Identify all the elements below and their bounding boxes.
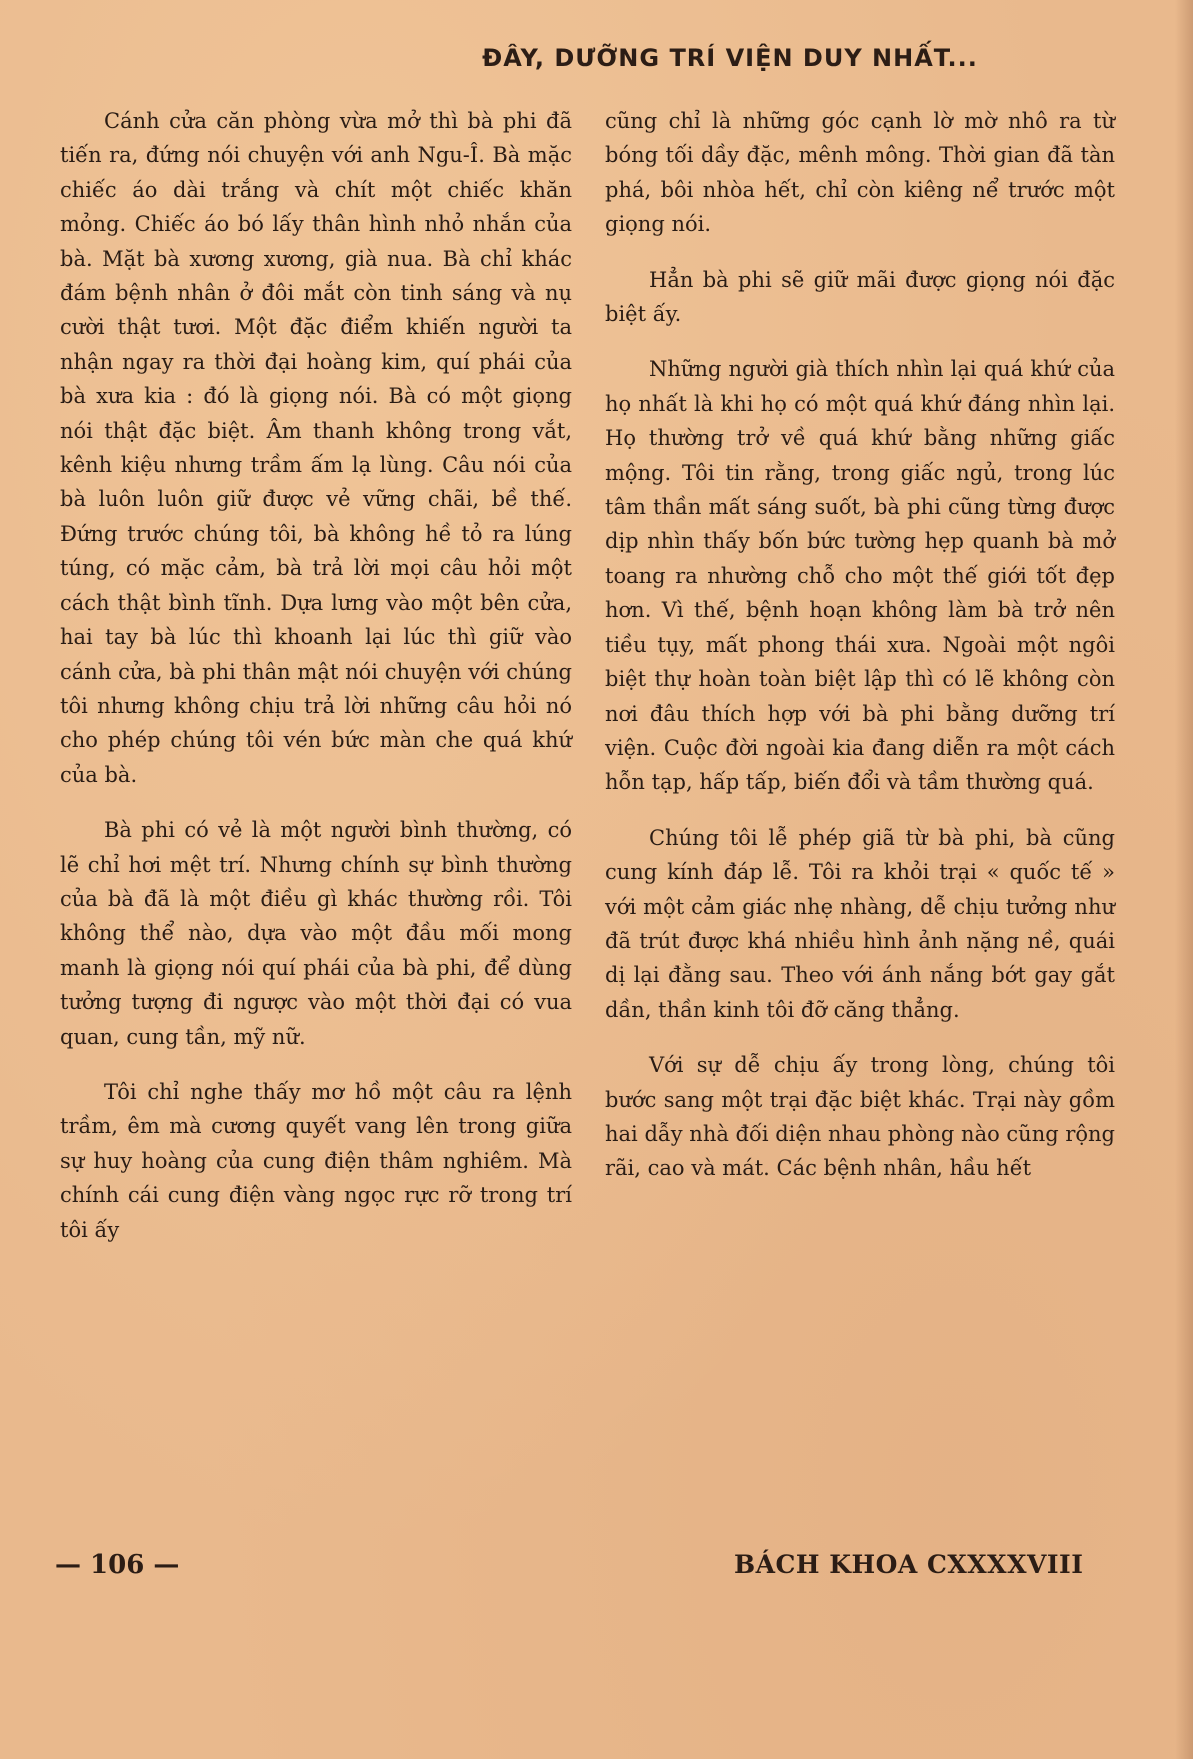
right-column	[605, 104, 1115, 1207]
page-number: — 106 —	[55, 1550, 180, 1580]
paragraph: Hẳn bà phi sẽ giữ mãi được giọng nói đặc biệt ấy.	[605, 267, 1115, 327]
journal-footer: BÁCH KHOA CXXXXVIII	[734, 1550, 1084, 1579]
running-title: ĐÂY, DƯỠNG TRÍ VIỆN DUY NHẤT...	[482, 44, 978, 72]
paragraph: Với sự dễ chịu ấy trong lòng, chúng tôi bước sang một trại đặc biệt khác. Trại này gồm hai dẫy nhà đối diện nhau phòng nào cũng rộng rãi, cao và mát. Các bệnh nhân, hầu hết	[605, 1053, 1115, 1181]
paragraph: Những người già thích nhìn lại quá khứ của họ nhất là khi họ có một quá khứ đáng nhìn lại. Họ thường trở về quá khứ bằng những giấc mộng. Tôi tin rằng, trong giấc ngủ, trong lúc tâm thần mất sáng suốt, bà phi cũng từng được dịp nhìn thấy bốn bức tường hẹp quanh bà mở toang ra nhường chỗ cho một thế giới tốt đẹp hơn. Vì thế, bệnh hoạn không làm bà trở nên tiều tụy, mất phong thái xưa. Ngoài một ngôi biệt thự hoàn toàn biệt lập thì có lẽ không còn nơi đâu thích hợp với bà phi bằng dưỡng trí viện. Cuộc đời ngoài kia đang diễn ra một cách hỗn tạp, hấp tấp, biến đổi và tầm thường quá.	[605, 357, 1115, 795]
paragraph-continuation: cũng chỉ là những góc cạnh lờ mờ nhô ra từ bóng tối dầy đặc, mênh mông. Thời gian đã tàn phá, bôi nhòa hết, chỉ còn kiêng nể trước một giọng nói.	[605, 109, 1115, 237]
left-column	[60, 104, 572, 1268]
paragraph: Chúng tôi lễ phép giã từ bà phi, bà cũng cung kính đáp lễ. Tôi ra khỏi trại « quốc tế » với một cảm giác nhẹ nhàng, dễ chịu tưởng như đã trút được khá nhiều hình ảnh nặng nề, quái dị lại đằng sau. Theo với ánh nắng bớt gay gắt dần, thần kinh tôi đỡ căng thẳng.	[605, 825, 1115, 1022]
page-spine-shadow	[1175, 0, 1193, 1759]
paragraph: Tôi chỉ nghe thấy mơ hồ một câu ra lệnh trầm, êm mà cương quyết vang lên trong giữa sự huy hoàng của cung điện thâm nghiêm. Mà chính cái cung điện vàng ngọc rực rỡ trong trí tôi ấy	[60, 1079, 572, 1242]
paragraph: Cánh cửa căn phòng vừa mở thì bà phi đã tiến ra, đứng nói chuyện với anh Ngu-Î. Bà mặc chiếc áo dài trắng và chít một chiếc khăn mỏng. Chiếc áo bó lấy thân hình nhỏ nhắn của bà. Mặt bà xương xương, già nua. Bà chỉ khác đám bệnh nhân ở đôi mắt còn tinh sáng và nụ cười thật tươi. Một đặc điểm khiến người ta nhận ngay ra thời đại hoàng kim, quí phái của bà xưa kia : đó là giọng nói. Bà có một giọng nói thật đặc biệt. Âm thanh không trong vắt, kênh kiệu nhưng trầm ấm lạ lùng. Câu nói của bà luôn luôn giữ được vẻ vững chãi, bề thế. Đứng trước chúng tôi, bà không hề tỏ ra lúng túng, có mặc cảm, bà trả lời mọi câu hỏi một cách thật bình tĩnh. Dựa lưng vào một bên cửa, hai tay bà lúc thì khoanh lại lúc thì giữ vào cánh cửa, bà phi thân mật nói chuyện với chúng tôi nhưng không chịu trả lời những câu hỏi nó cho phép chúng tôi vén bức màn che quá khứ của bà.	[60, 109, 572, 787]
paragraph: Bà phi có vẻ là một người bình thường, có lẽ chỉ hơi mệt trí. Nhưng chính sự bình thường của bà đã là một điều gì khác thường rồi. Tôi không thể nào, dựa vào một đầu mối mong manh là giọng nói quí phái của bà phi, để dùng tưởng tượng đi ngược vào một thời đại có vua quan, cung tần, mỹ nữ.	[60, 818, 572, 1049]
